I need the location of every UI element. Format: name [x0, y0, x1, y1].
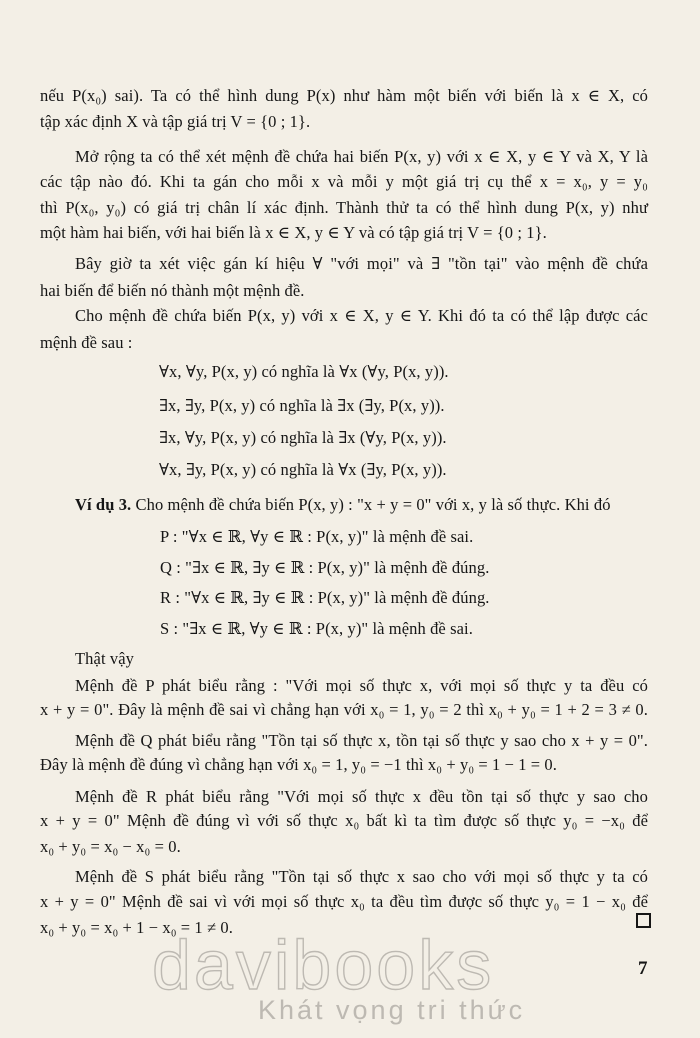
text-line: x₀ + y₀ = x₀ + 1 − x₀ = 1 ≠ 0. [40, 918, 233, 937]
text-line: tập xác định X và tập giá trị V = {0 ; 1}. [40, 112, 311, 131]
text-line: các tập nào đó. Khi ta gán cho mỗi x và mỗi y một giá trị cụ thể x = x₀, y = y₀ [40, 172, 648, 191]
watermark-slogan: Khát vọng tri thức [258, 995, 526, 1025]
text-line: Mở rộng ta có thể xét mệnh đề chứa hai biến P(x, y) với x ∈ X, y ∈ Y và X, Y là [75, 147, 648, 166]
formula-line: ∀x, ∃y, P(x, y) có nghĩa là ∀x (∃y, P(x, y)). [159, 460, 447, 479]
example-label: Ví dụ 3. [75, 495, 132, 514]
proposition-q: Q : "∃x ∈ ℝ, ∃y ∈ ℝ : P(x, y)" là mệnh đề đúng. [160, 558, 490, 577]
text-line: Thật vậy [75, 649, 134, 668]
text-line: x + y = 0" Mệnh đề sai vì với mọi số thực x₀ ta đều tìm được số thực y₀ = 1 − x₀ để [40, 892, 648, 911]
text-line: Mệnh đề R phát biểu rằng "Với mọi số thực x đều tồn tại số thực y sao cho [75, 787, 648, 806]
text-line: nếu P(x₀) sai). Ta có thể hình dung P(x) như hàm một biến với biến là x ∈ X, có [40, 86, 648, 105]
example-line [75, 495, 611, 515]
text-line: Mệnh đề S phát biểu rằng "Tồn tại số thực x sao cho với mọi số thực y ta có [75, 867, 648, 886]
text-line: Mệnh đề Q phát biểu rằng "Tồn tại số thực x, tồn tại số thực y sao cho x + y = 0". [75, 731, 648, 750]
watermark-logo: davibooks [152, 926, 495, 1004]
proposition-p: P : "∀x ∈ ℝ, ∀y ∈ ℝ : P(x, y)" là mệnh đề sai. [160, 527, 474, 546]
text-line: x + y = 0" Mệnh đề đúng vì với số thực x₀ bất kì ta tìm được số thực y₀ = −x₀ để [40, 811, 648, 830]
text-line: mệnh đề sau : [40, 333, 133, 352]
text-line: hai biến để biến nó thành một mệnh đề. [40, 281, 305, 300]
text-line: x + y = 0". Đây là mệnh đề sai vì chẳng hạn với x₀ = 1, y₀ = 2 thì x₀ + y₀ = 1 + 2 = 3 ≠ 0. [40, 700, 648, 719]
formula-line: ∀x, ∀y, P(x, y) có nghĩa là ∀x (∀y, P(x, y)). [159, 362, 449, 381]
example-text: Cho mệnh đề chứa biến P(x, y) : "x + y = 0" với x, y là số thực. Khi đó [135, 495, 611, 514]
text-line: một hàm hai biến, với hai biến là x ∈ X, y ∈ Y và có tập giá trị V = {0 ; 1}. [40, 223, 547, 242]
text-line: Cho mệnh đề chứa biến P(x, y) với x ∈ X, y ∈ Y. Khi đó ta có thể lập được các [75, 306, 648, 325]
text-line: Bây giờ ta xét việc gán kí hiệu ∀ "với mọi" và ∃ "tồn tại" vào mệnh đề chứa [75, 254, 648, 273]
formula-line: ∃x, ∀y, P(x, y) có nghĩa là ∃x (∀y, P(x, y)). [159, 428, 447, 447]
text-line: Đây là mệnh đề đúng vì chẳng hạn với x₀ = 1, y₀ = −1 thì x₀ + y₀ = 1 − 1 = 0. [40, 755, 558, 774]
qed-square-icon [636, 913, 651, 928]
text-line: Mệnh đề P phát biểu rằng : "Với mọi số thực x, với mọi số thực y ta đều có [75, 676, 648, 695]
proposition-s: S : "∃x ∈ ℝ, ∀y ∈ ℝ : P(x, y)" là mệnh đề sai. [160, 619, 473, 638]
text-line: x₀ + y₀ = x₀ − x₀ = 0. [40, 837, 181, 856]
formula-line: ∃x, ∃y, P(x, y) có nghĩa là ∃x (∃y, P(x, y)). [159, 396, 445, 415]
proposition-r: R : "∀x ∈ ℝ, ∃y ∈ ℝ : P(x, y)" là mệnh đề đúng. [160, 588, 490, 607]
page-number: 7 [638, 958, 648, 979]
text-line: thì P(x₀, y₀) có giá trị chân lí xác định. Thành thử ta có thể hình dung P(x, y) như [40, 198, 648, 217]
